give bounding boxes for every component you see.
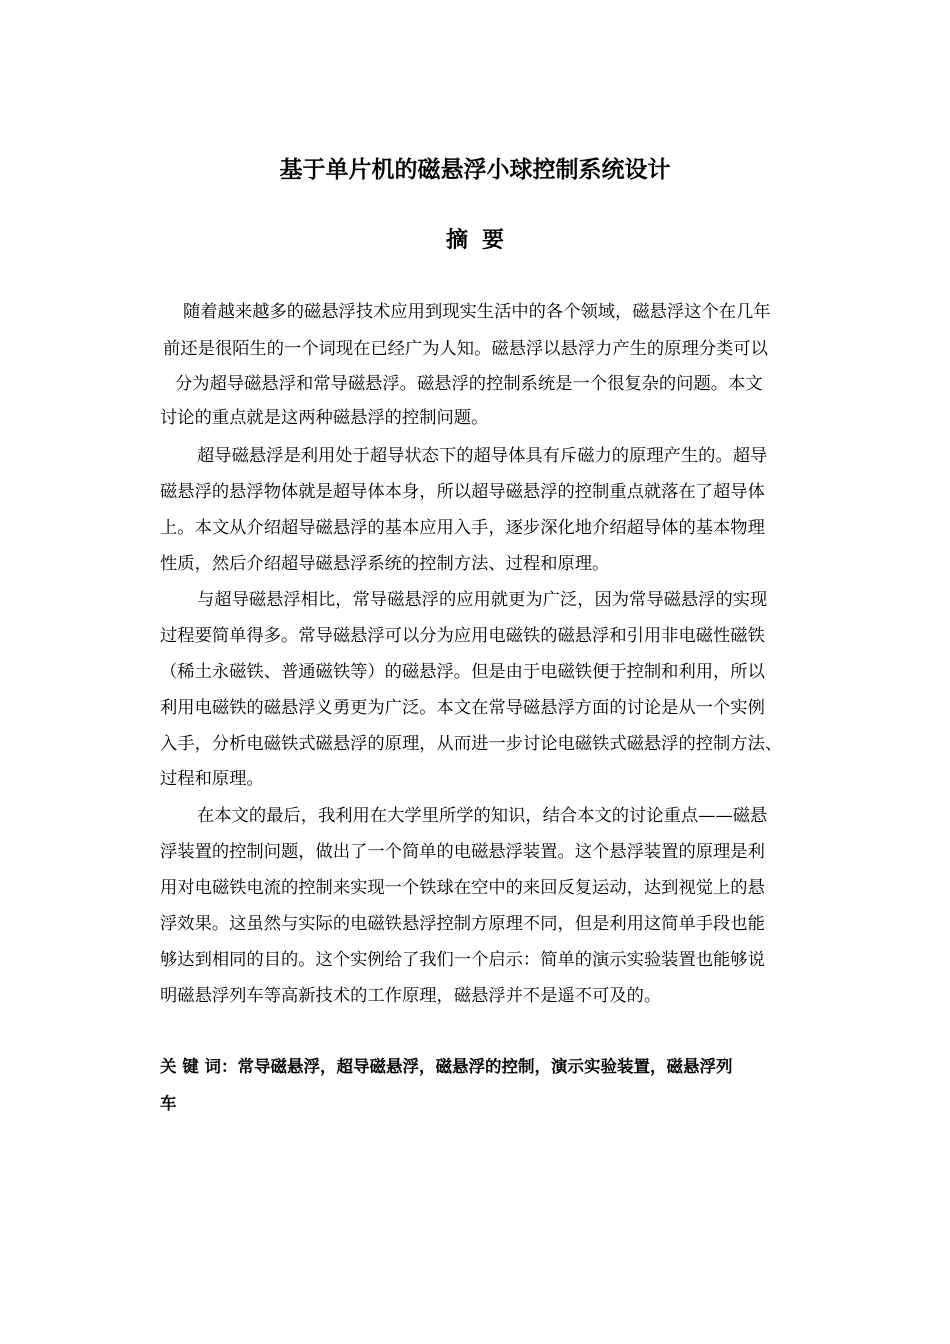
abstract-line: 浮效果。这虽然与实际的电磁铁悬浮控制方原理不同，但是利用这简单手段也能: [160, 914, 765, 934]
abstract-line: 用对电磁铁电流的控制来实现一个铁球在空中的来回反复运动，达到视觉上的悬: [160, 878, 765, 898]
abstract-line: 磁悬浮的悬浮物体就是超导体本身，所以超导磁悬浮的控制重点就落在了超导体: [160, 482, 765, 502]
keywords-line: 关 键 词：常导磁悬浮，超导磁悬浮，磁悬浮的控制，演示实验装置，磁悬浮列: [160, 1057, 733, 1076]
abstract-line: 过程要简单得多。常导磁悬浮可以分为应用电磁铁的磁悬浮和引用非电磁性磁铁: [160, 626, 765, 646]
abstract-line: 明磁悬浮列车等高新技术的工作原理，磁悬浮并不是遥不可及的。: [160, 986, 662, 1006]
abstract-line: （稀土永磁铁、普通磁铁等）的磁悬浮。但是由于电磁铁便于控制和利用，所以: [160, 662, 765, 682]
abstract-line: 随着越来越多的磁悬浮技术应用到现实生活中的各个领域，磁悬浮这个在几年: [183, 302, 771, 322]
abstract-line: 分为超导磁悬浮和常导磁悬浮。磁悬浮的控制系统是一个很复杂的问题。本文: [175, 374, 763, 394]
abstract-line: 在本文的最后，我利用在大学里所学的知识，结合本文的讨论重点——磁悬: [197, 806, 768, 826]
abstract-line: 前还是很陌生的一个词现在已经广为人知。磁悬浮以悬浮力产生的原理分类可以: [163, 339, 768, 359]
abstract-line: 过程和原理。: [160, 769, 264, 789]
abstract-line: 上。本文从介绍超导磁悬浮的基本应用入手，逐步深化地介绍超导体的基本物理: [160, 518, 765, 538]
abstract-line: 与超导磁悬浮相比，常导磁悬浮的应用就更为广泛，因为常导磁悬浮的实现: [197, 590, 768, 610]
abstract-line: 利用电磁铁的磁悬浮义勇更为广泛。本文在常导磁悬浮方面的讨论是从一个实例: [160, 698, 765, 718]
abstract-line: 讨论的重点就是这两种磁悬浮的控制问题。: [160, 408, 489, 428]
abstract-line: 性质，然后介绍超导磁悬浮系统的控制方法、过程和原理。: [160, 554, 610, 574]
abstract-line: 够达到相同的目的。这个实例给了我们一个启示：简单的演示实验装置也能够说: [160, 950, 765, 970]
abstract-line: 入手，分析电磁铁式磁悬浮的原理，从而进一步讨论电磁铁式磁悬浮的控制方法、: [160, 734, 783, 754]
abstract-line: 浮装置的控制问题，做出了一个简单的电磁悬浮装置。这个悬浮装置的原理是利: [160, 842, 765, 862]
abstract-heading: 摘要: [445, 228, 518, 253]
document-title: 基于单片机的磁悬浮小球控制系统设计: [279, 157, 671, 183]
abstract-line: 超导磁悬浮是利用处于超导状态下的超导体具有斥磁力的原理产生的。超导: [197, 446, 768, 466]
keywords-line: 车: [160, 1094, 177, 1113]
